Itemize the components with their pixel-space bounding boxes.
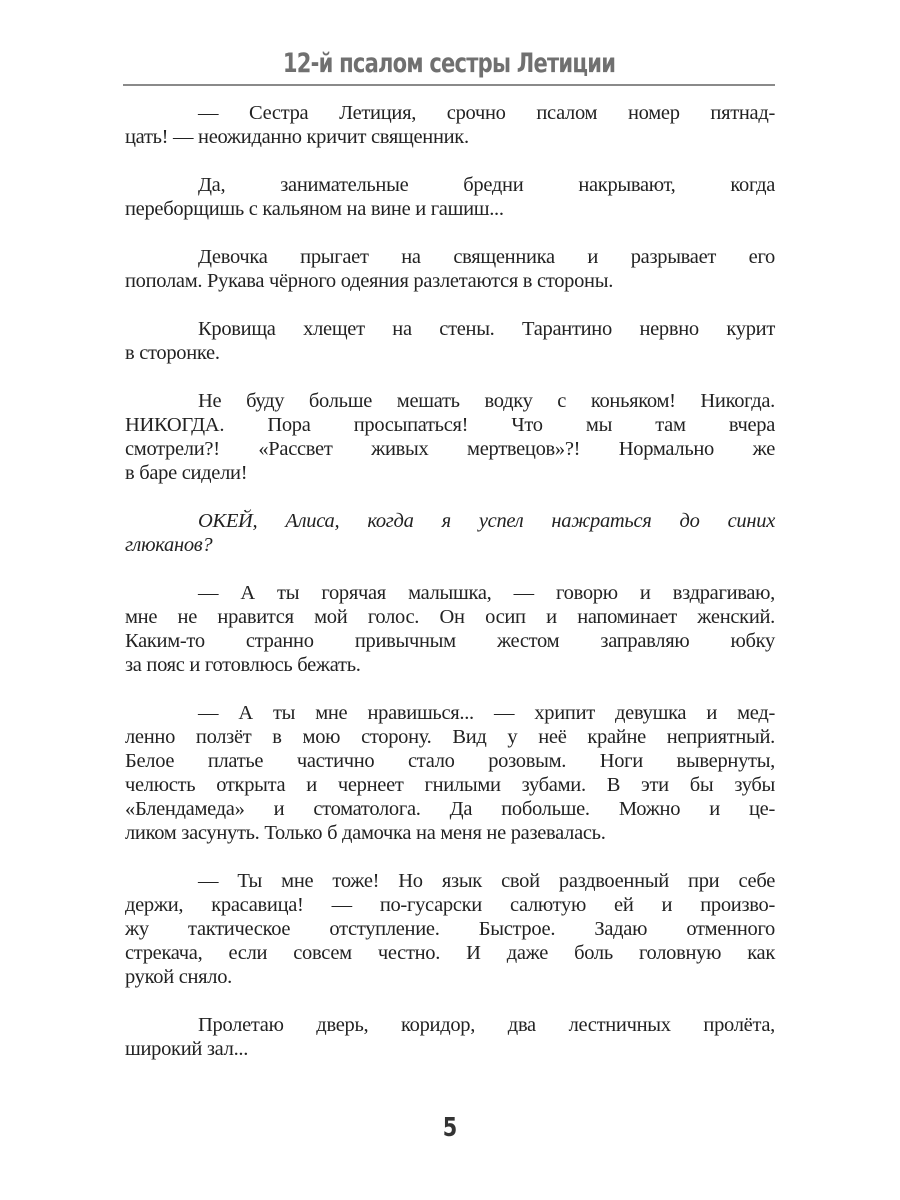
paragraph bbox=[125, 101, 775, 149]
text-line: — Ты мне тоже! Но язык свой раздвоенный при себе bbox=[198, 870, 775, 892]
text-line: Каким-то странно привычным жестом заправляю юбку bbox=[125, 630, 775, 652]
paragraph bbox=[125, 581, 775, 677]
paragraph bbox=[125, 317, 775, 365]
chapter-title: 12-й псалом сестры Летиции bbox=[282, 48, 616, 79]
running-header bbox=[123, 44, 775, 86]
text-line: челюсть открыта и чернеет гнилыми зубами. В эти бы зубы bbox=[125, 774, 775, 796]
text-line: держи, красавица! — по-гусарски салютую ей и произво- bbox=[125, 894, 775, 916]
text-line: — А ты горячая малышка, — говорю и вздрагиваю, bbox=[198, 582, 775, 604]
text-line: стрекача, если совсем честно. И даже боль головную как bbox=[125, 942, 775, 964]
text-line: Пролетаю дверь, коридор, два лестничных пролёта, bbox=[198, 1014, 775, 1036]
paragraph bbox=[125, 509, 775, 557]
text-line: НИКОГДА. Пора просыпаться! Что мы там вчера bbox=[125, 414, 775, 436]
paragraph bbox=[125, 389, 775, 485]
page-body-text bbox=[125, 101, 775, 1085]
page-number: 5 bbox=[442, 1113, 458, 1143]
text-line: глюканов? bbox=[125, 534, 213, 556]
text-line: ленно ползёт в мою сторону. Вид у неё крайне неприятный. bbox=[125, 726, 775, 748]
paragraph bbox=[125, 173, 775, 221]
text-line: жу тактическое отступление. Быстрое. Задаю отменного bbox=[125, 918, 775, 940]
text-line: за пояс и готовлюсь бежать. bbox=[125, 654, 361, 676]
text-line: ликом засунуть. Только б дамочка на меня не разевалась. bbox=[125, 822, 606, 844]
paragraph bbox=[125, 701, 775, 845]
paragraph bbox=[125, 245, 775, 293]
text-line: смотрели?! «Рассвет живых мертвецов»?! Нормально же bbox=[125, 438, 775, 460]
text-line: мне не нравится мой голос. Он осип и напоминает женский. bbox=[125, 606, 775, 628]
text-line: Белое платье частично стало розовым. Ноги вывернуты, bbox=[125, 750, 775, 772]
text-line: широкий зал... bbox=[125, 1038, 249, 1060]
text-line: — А ты мне нравишься... — хрипит девушка и мед- bbox=[198, 702, 775, 724]
text-line: ОКЕЙ, Алиса, когда я успел нажраться до синих bbox=[198, 510, 775, 532]
text-line: в баре сидели! bbox=[125, 462, 248, 484]
text-line: Не буду больше мешать водку с коньяком! Никогда. bbox=[198, 390, 775, 412]
text-line: Кровища хлещет на стены. Тарантино нервно курит bbox=[198, 318, 775, 340]
paragraph bbox=[125, 1013, 775, 1061]
text-line: — Сестра Летиция, срочно псалом номер пятнад- bbox=[198, 102, 775, 124]
text-line: цать! — неожиданно кричит священник. bbox=[125, 126, 469, 148]
text-line: Да, занимательные бредни накрывают, когда bbox=[198, 174, 775, 196]
text-line: «Блендамеда» и стоматолога. Да побольше. Можно и це- bbox=[125, 798, 775, 820]
paragraph bbox=[125, 869, 775, 989]
text-line: Девочка прыгает на священника и разрывает его bbox=[198, 246, 775, 268]
text-line: пополам. Рукава чёрного одеяния разлетаются в стороны. bbox=[125, 270, 614, 292]
text-line: в сторонке. bbox=[125, 342, 220, 364]
text-line: переборщишь с кальяном на вине и гашиш... bbox=[125, 198, 504, 220]
text-line: рукой сняло. bbox=[125, 966, 232, 988]
